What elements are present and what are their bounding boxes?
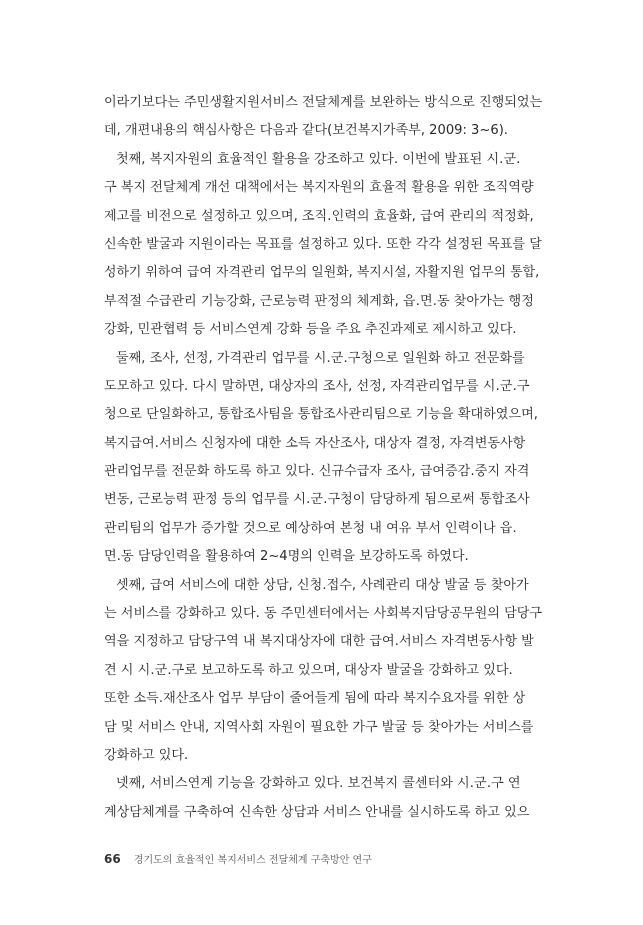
text-line: 청으로 단일화하고, 통합조사팀을 통합조사관리팀으로 기능을 확대하였으며,	[104, 407, 538, 423]
body-text	[104, 89, 542, 827]
text-line: 성하기 위하여 급여 자격관리 업무의 일원화, 복지시설, 자활지원 업무의 통합,	[104, 265, 540, 281]
text-line: 이라기보다는 주민생활지원서비스 전달체계를 보완하는 방식으로 진행되었는	[104, 95, 542, 110]
text-line: 제고를 비전으로 설정하고 있으며, 조직․인력의 효율화, 급여 관리의 적정화,	[104, 208, 534, 224]
text-line: 강화하고 있다.	[104, 747, 189, 763]
text-line: 담 및 서비스 안내, 지역사회 자원이 필요한 가구 발굴 등 찾아가는 서비스를	[104, 719, 534, 735]
paragraph-first-line: 셋째, 급여 서비스에 대한 상담, 신청․접수, 사례관리 대상 발굴 등 찾아가	[116, 577, 529, 593]
running-title: 경기도의 효율적인 복지서비스 전달체계 구축방안 연구	[133, 855, 372, 866]
text-line: 견 시 시․군․구로 보고하도록 하고 있으며, 대상자 발굴을 강화하고 있다.	[104, 662, 513, 678]
text-line: 면․동 담당인력을 활용하여 2~4명의 인력을 보강하도록 하였다.	[104, 549, 469, 565]
text-line: 구 복지 전달체계 개선 대책에서는 복지자원의 효율적 활용을 위한 조직역량	[104, 180, 534, 196]
text-line: 복지급여․서비스 신청자에 대한 소득 자산조사, 대상자 결정, 자격변동사항	[104, 435, 526, 451]
text-line: 강화, 민관협력 등 서비스연계 강화 등을 주요 추진과제로 제시하고 있다.	[104, 322, 517, 338]
text-line: 또한 소득․재산조사 업무 부담이 줄어들게 됨에 따라 복지수요자를 위한 상	[104, 691, 526, 707]
paragraph-first-line: 첫째, 복지자원의 효율적인 활용을 강조하고 있다. 이번에 발표된 시․군․	[116, 151, 521, 167]
paragraph-first-line: 넷째, 서비스연계 기능을 강화하고 있다. 보건복지 콜센터와 시․군․구 연	[116, 776, 521, 792]
paragraph-first-line: 둘째, 조사, 선정, 가격관리 업무를 시․군․구청으로 일원화 하고 전문화를	[116, 350, 525, 366]
page-footer	[104, 848, 372, 868]
text-line: 는 서비스를 강화하고 있다. 동 주민센터에서는 사회복지담당공무원의 담당구	[104, 606, 542, 622]
text-line: 신속한 발굴과 지원이라는 목표를 설정하고 있다. 또한 각각 설정된 목표를 달	[104, 236, 542, 252]
text-line: 변동, 근로능력 판정 등의 업무를 시․군․구청이 담당하게 됨으로써 통합조사	[104, 492, 530, 508]
page-number: 66	[104, 852, 121, 866]
text-line: 역을 지정하고 담당구역 내 복지대상자에 대한 급여․서비스 자격변동사항 발	[104, 634, 534, 650]
text-line: 데, 개편내용의 핵심사항은 다음과 같다(보건복지가족부, 2009: 3~6).	[104, 123, 508, 139]
text-line: 관리팀의 업무가 증가할 것으로 예상하여 본청 내 여유 부서 인력이나 읍․	[104, 520, 517, 536]
text-line: 관리업무를 전문화 하도록 하고 있다. 신규수급자 조사, 급여증감․중지 자격	[104, 464, 530, 480]
text-line: 부적절 수급관리 기능강화, 근로능력 판정의 체계화, 읍․면․동 찾아가는 행정	[104, 293, 534, 309]
text-line: 계상담체계를 구축하여 신속한 상담과 서비스 안내를 실시하도록 하고 있으	[104, 804, 530, 820]
text-line: 도모하고 있다. 다시 말하면, 대상자의 조사, 선정, 자격관리업무를 시․군․구	[104, 378, 530, 394]
